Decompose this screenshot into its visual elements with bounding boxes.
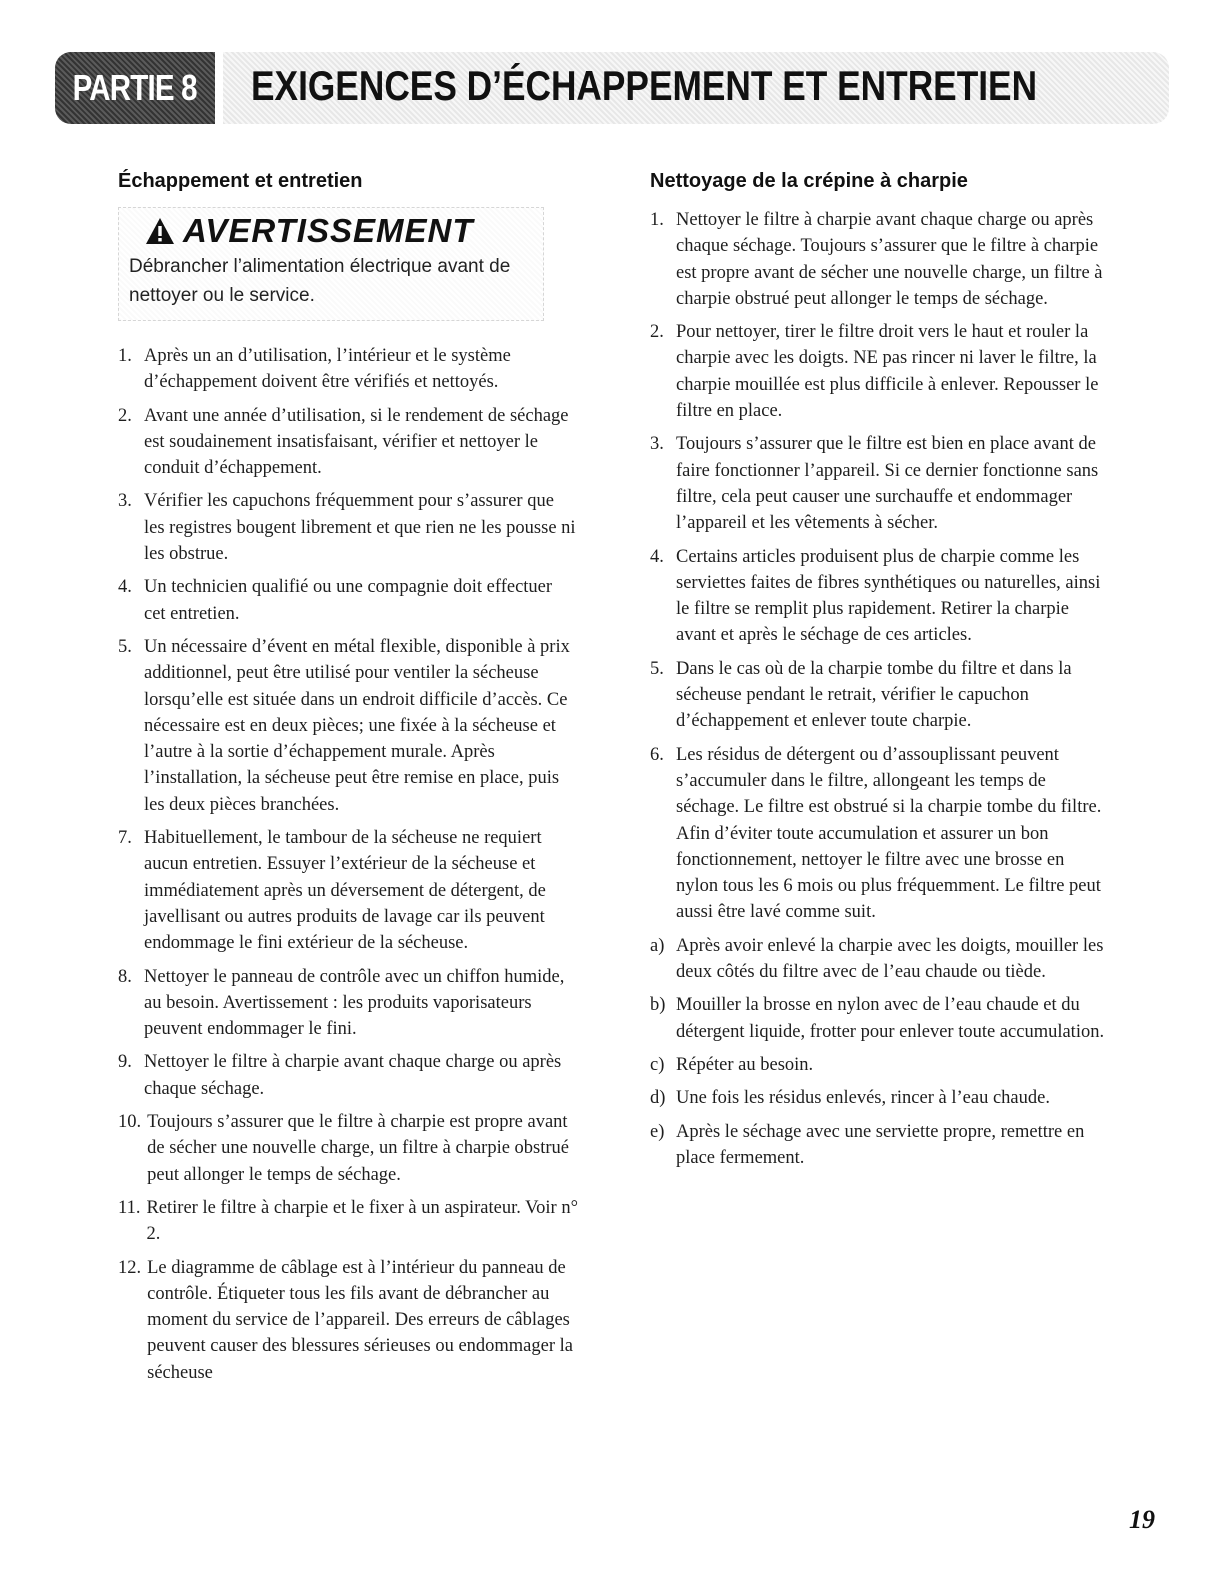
item-text: Nettoyer le filtre à charpie avant chaque charge ou après chaque séchage. <box>144 1052 562 1099</box>
item-text: Habituellement, le tambour de la sécheuse ne requiert aucun entretien. Essuyer l’extérieur de la sécheuse et immédiatement après un déversement de détergent, de javellisant ou autres produits de lavage car ils peuvent endommage le fini extérieur de la sécheuse. <box>144 828 546 954</box>
item-number: 6. <box>650 744 664 765</box>
item-number: 11. <box>118 1197 141 1218</box>
item-number: a) <box>650 935 665 956</box>
item-text: Toujours s’assurer que le filtre à charpie est propre avant de sécher une nouvelle charge, un filtre à charpie obstrué peut allonger le temps de séchage. <box>147 1112 570 1185</box>
warning-box <box>118 207 544 321</box>
item-number: c) <box>650 1054 665 1075</box>
list-item <box>650 431 1110 536</box>
list-item <box>650 1085 1110 1111</box>
list-item <box>650 933 1110 986</box>
item-text: Vérifier les capuchons fréquemment pour s’assurer que les registres bougent librement et que rien ne les pousse ni les obstrue. <box>144 491 576 565</box>
left-heading: Échappement et entretien <box>118 170 363 192</box>
item-number: 12. <box>118 1257 142 1278</box>
item-number: 1. <box>118 346 132 366</box>
right-column <box>650 170 1110 1178</box>
item-text: Les résidus de détergent ou d’assouplissant peuvent s’accumuler dans le filtre, allongeant les temps de séchage. Le filtre est obstrué si la charpie tombe du filtre. Afin d’éviter toute accumulation et assurer un bon fonctionnement, nettoyer le filtre avec une brosse en nylon tous les 6 mois ou plus fréquemment. Le filtre peut aussi être lavé comme suit. <box>676 744 1102 923</box>
item-text: Retirer le filtre à charpie et le fixer à un aspirateur. Voir n° 2. <box>146 1197 578 1245</box>
item-number: 2. <box>650 322 664 343</box>
item-text: Nettoyer le filtre à charpie avant chaque charge ou après chaque séchage. Toujours s’assurer que le filtre à charpie est propre avant de sécher une nouvelle charge, un filtre à charpie obstrué peut allonger le temps de séchage. <box>676 210 1103 309</box>
list-item <box>118 1109 578 1188</box>
list-item <box>118 403 578 482</box>
right-heading: Nettoyage de la crépine à charpie <box>650 170 968 192</box>
list-item <box>118 1255 578 1386</box>
item-number: 3. <box>650 434 664 455</box>
list-item <box>650 656 1110 735</box>
item-number: 4. <box>650 546 664 567</box>
list-item <box>650 319 1110 424</box>
item-number: 7. <box>118 828 132 849</box>
item-text: Pour nettoyer, tirer le filtre droit vers le haut et rouler la charpie avec les doigts. NE pas rincer ni laver le filtre, la charpie mouillée est plus difficile à enlever. Repousser le filtre en place. <box>676 322 1099 422</box>
list-item <box>118 343 578 396</box>
item-number: 10. <box>118 1112 142 1133</box>
part-label-box <box>55 52 215 124</box>
item-text: Une fois les résidus enlevés, rincer à l’eau chaude. <box>676 1088 1050 1109</box>
item-number: 4. <box>118 577 132 598</box>
list-item <box>118 574 578 627</box>
item-text: Un technicien qualifié ou une compagnie doit effectuer cet entretien. <box>144 577 553 624</box>
item-text: Mouiller la brosse en nylon avec de l’eau chaude et du détergent liquide, frotter pour enlever toute accumulation. <box>676 995 1105 1042</box>
right-instructions-list <box>650 207 1110 1171</box>
item-text: Après avoir enlevé la charpie avec les doigts, mouiller les deux côtés du filtre avec de l’eau chaude ou tiède. <box>676 935 1104 983</box>
item-text: Dans le cas où de la charpie tombe du filtre et dans la sécheuse pendant le retrait, vérifier le capuchon d’échappement et enlever toute charpie. <box>676 658 1072 732</box>
list-item <box>118 488 578 567</box>
item-text: Le diagramme de câblage est à l’intérieur du panneau de contrôle. Étiqueter tous les fils avant de débrancher au moment du service de l’appareil. Des erreurs de câblages peuvent causer des blessures sérieuses ou endommager la sécheuse <box>147 1257 573 1383</box>
item-text: Après un an d’utilisation, l’intérieur et le système d’échappement doivent être vérifiés et nettoyés. <box>144 346 511 393</box>
warning-title: AVERTISSEMENT <box>183 212 474 249</box>
page-number: 19 <box>1129 1505 1155 1534</box>
section-title-box <box>223 52 1169 124</box>
part-label: PARTIE 8 <box>72 67 198 108</box>
warning-text: Débrancher l’alimentation électrique avant de nettoyer ou le service. <box>129 256 511 306</box>
item-number: 9. <box>118 1052 132 1073</box>
list-item <box>650 1119 1110 1172</box>
item-number: 1. <box>650 210 664 230</box>
list-item <box>118 634 578 818</box>
item-number: b) <box>650 995 666 1016</box>
list-item <box>650 742 1110 926</box>
item-text: Un nécessaire d’évent en métal flexible, disponible à prix additionnel, peut être utilisé pour ventiler la sécheuse lorsqu’elle est située dans un endroit difficile d’accès. Ce nécessaire est en deux pièces; une fixée à la sécheuse et l’autre à la sortie d’échappement murale. Après l’installation, la sécheuse peut être remise en place, puis les deux pièces branchées. <box>144 636 570 815</box>
item-text: Certains articles produisent plus de charpie comme les serviettes faites de fibres synthétiques ou naturelles, ainsi le filtre se remplit plus rapidement. Retirer la charpie avant et après le séchage de ces articles. <box>676 546 1101 646</box>
item-text: Répéter au besoin. <box>676 1054 814 1075</box>
item-text: Après le séchage avec une serviette propre, remettre en place fermement. <box>676 1121 1085 1168</box>
list-item <box>650 544 1110 649</box>
list-item <box>650 207 1110 312</box>
item-text: Nettoyer le panneau de contrôle avec un chiffon humide, au besoin. Avertissement : les produits vaporisateurs peuvent endommager le fini. <box>144 966 565 1040</box>
left-column <box>118 170 578 1393</box>
item-number: 5. <box>118 636 132 657</box>
item-number: d) <box>650 1088 666 1109</box>
warning-title-row <box>145 212 535 250</box>
section-title: EXIGENCES D’ÉCHAPPEMENT ET ENTRETIEN <box>251 62 1038 109</box>
item-text: Avant une année d’utilisation, si le rendement de séchage est soudainement insatisfaisant, vérifier et nettoyer le conduit d’échappement. <box>144 405 569 479</box>
item-number: 5. <box>650 658 664 679</box>
list-item <box>118 1049 578 1102</box>
list-item <box>118 964 578 1043</box>
item-text: Toujours s’assurer que le filtre est bien en place avant de faire fonctionner l’appareil. Si ce dernier fonctionne sans filtre, cela peut causer une surchauffe et endommager l’appareil et les vêtements à sécher. <box>676 434 1099 534</box>
warning-triangle-icon <box>145 217 175 245</box>
list-item <box>650 1052 1110 1078</box>
item-number: 2. <box>118 405 132 426</box>
item-number: 8. <box>118 966 132 987</box>
list-item <box>118 825 578 956</box>
list-item <box>650 992 1110 1045</box>
left-instructions-list <box>118 343 578 1386</box>
section-banner <box>55 52 1169 124</box>
item-number: e) <box>650 1121 665 1142</box>
list-item <box>118 1195 578 1248</box>
item-number: 3. <box>118 491 132 512</box>
